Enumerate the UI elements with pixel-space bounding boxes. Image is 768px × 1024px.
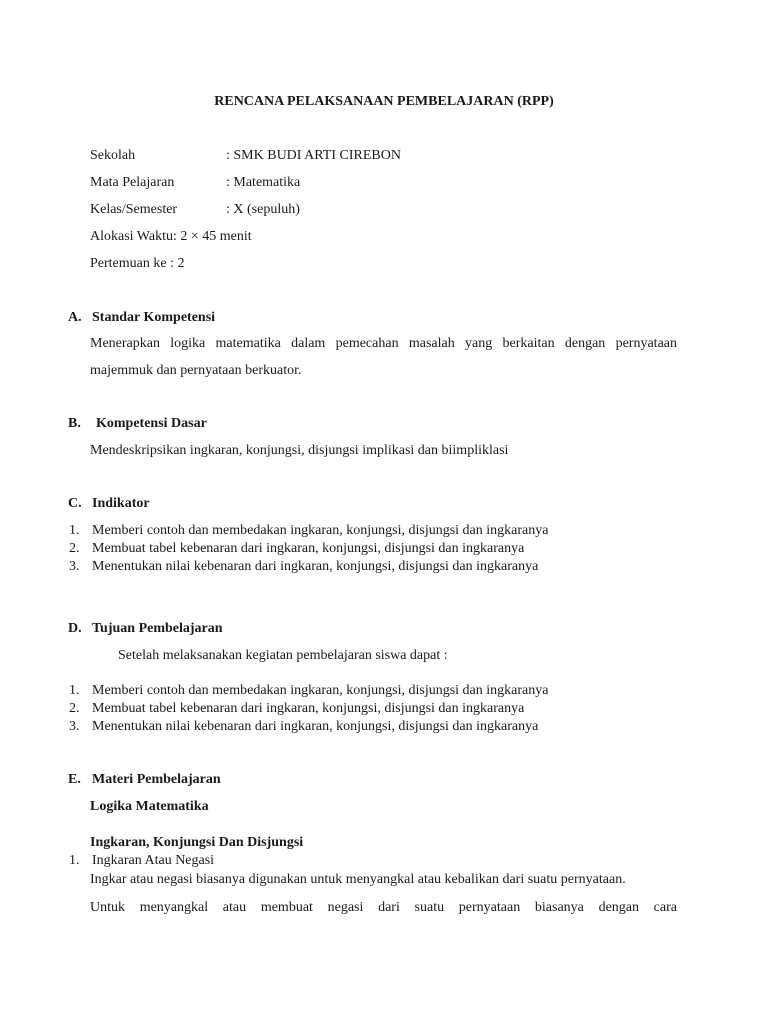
section-a-line-1: Menerapkan logika matematika dalam pemecahan masalah yang berkaitan dengan pernyataan	[90, 336, 677, 351]
section-e-subtitle: Logika Matematika	[90, 799, 209, 814]
section-d-letter: D.	[68, 621, 82, 636]
list-item-number: 1.	[69, 683, 80, 698]
section-b-title: Kompetensi Dasar	[96, 416, 207, 431]
section-a-letter: A.	[68, 310, 82, 325]
section-d-intro: Setelah melaksanakan kegiatan pembelajaran siswa dapat :	[118, 648, 448, 663]
list-item: Memberi contoh dan membedakan ingkaran, konjungsi, disjungsi dan ingkaranya	[92, 683, 549, 698]
section-b-text: Mendeskripsikan ingkaran, konjungsi, disjungsi implikasi dan biimpliklasi	[90, 443, 509, 458]
section-d-title: Tujuan Pembelajaran	[92, 621, 223, 636]
list-item: Menentukan nilai kebenaran dari ingkaran, konjungsi, disjungsi dan ingkaranya	[92, 719, 539, 734]
list-item-number: 2.	[69, 541, 80, 556]
section-e-paragraph-2: Untuk menyangkal atau membuat negasi dari suatu pernyataan biasanya dengan cara	[90, 900, 677, 915]
class-value: : X (sepuluh)	[226, 202, 300, 217]
time-allocation: Alokasi Waktu: 2 × 45 menit	[90, 229, 252, 244]
subject-value: : Matematika	[226, 175, 301, 190]
list-item-number: 2.	[69, 701, 80, 716]
list-item: Memberi contoh dan membedakan ingkaran, konjungsi, disjungsi dan ingkaranya	[92, 523, 549, 538]
list-item-number: 1.	[69, 853, 80, 868]
meeting-number: Pertemuan ke : 2	[90, 256, 185, 271]
list-item: Membuat tabel kebenaran dari ingkaran, konjungsi, disjungsi dan ingkaranya	[92, 701, 525, 716]
school-label: Sekolah	[90, 148, 136, 163]
list-item: Ingkaran Atau Negasi	[92, 853, 215, 868]
section-e-paragraph-1: Ingkar atau negasi biasanya digunakan untuk menyangkal atau kebalikan dari suatu pernyataan.	[90, 872, 626, 887]
list-item-number: 3.	[69, 559, 80, 574]
section-c-title: Indikator	[92, 496, 150, 511]
list-item-number: 3.	[69, 719, 80, 734]
school-value: : SMK BUDI ARTI CIREBON	[226, 148, 401, 163]
list-item-number: 1.	[69, 523, 80, 538]
section-a-title: Standar Kompetensi	[92, 310, 216, 325]
class-label: Kelas/Semester	[90, 202, 178, 217]
section-b-letter: B.	[68, 416, 81, 431]
section-a-line-2: majemmuk dan pernyataan berkuator.	[90, 363, 302, 378]
section-e-letter: E.	[68, 772, 81, 787]
section-e-subheading: Ingkaran, Konjungsi Dan Disjungsi	[90, 835, 304, 850]
page-title: RENCANA PELAKSANAAN PEMBELAJARAN (RPP)	[214, 94, 554, 109]
list-item: Menentukan nilai kebenaran dari ingkaran, konjungsi, disjungsi dan ingkaranya	[92, 559, 539, 574]
subject-label: Mata Pelajaran	[90, 175, 175, 190]
section-e-title: Materi Pembelajaran	[92, 772, 221, 787]
list-item: Membuat tabel kebenaran dari ingkaran, konjungsi, disjungsi dan ingkaranya	[92, 541, 525, 556]
section-c-letter: C.	[68, 496, 82, 511]
